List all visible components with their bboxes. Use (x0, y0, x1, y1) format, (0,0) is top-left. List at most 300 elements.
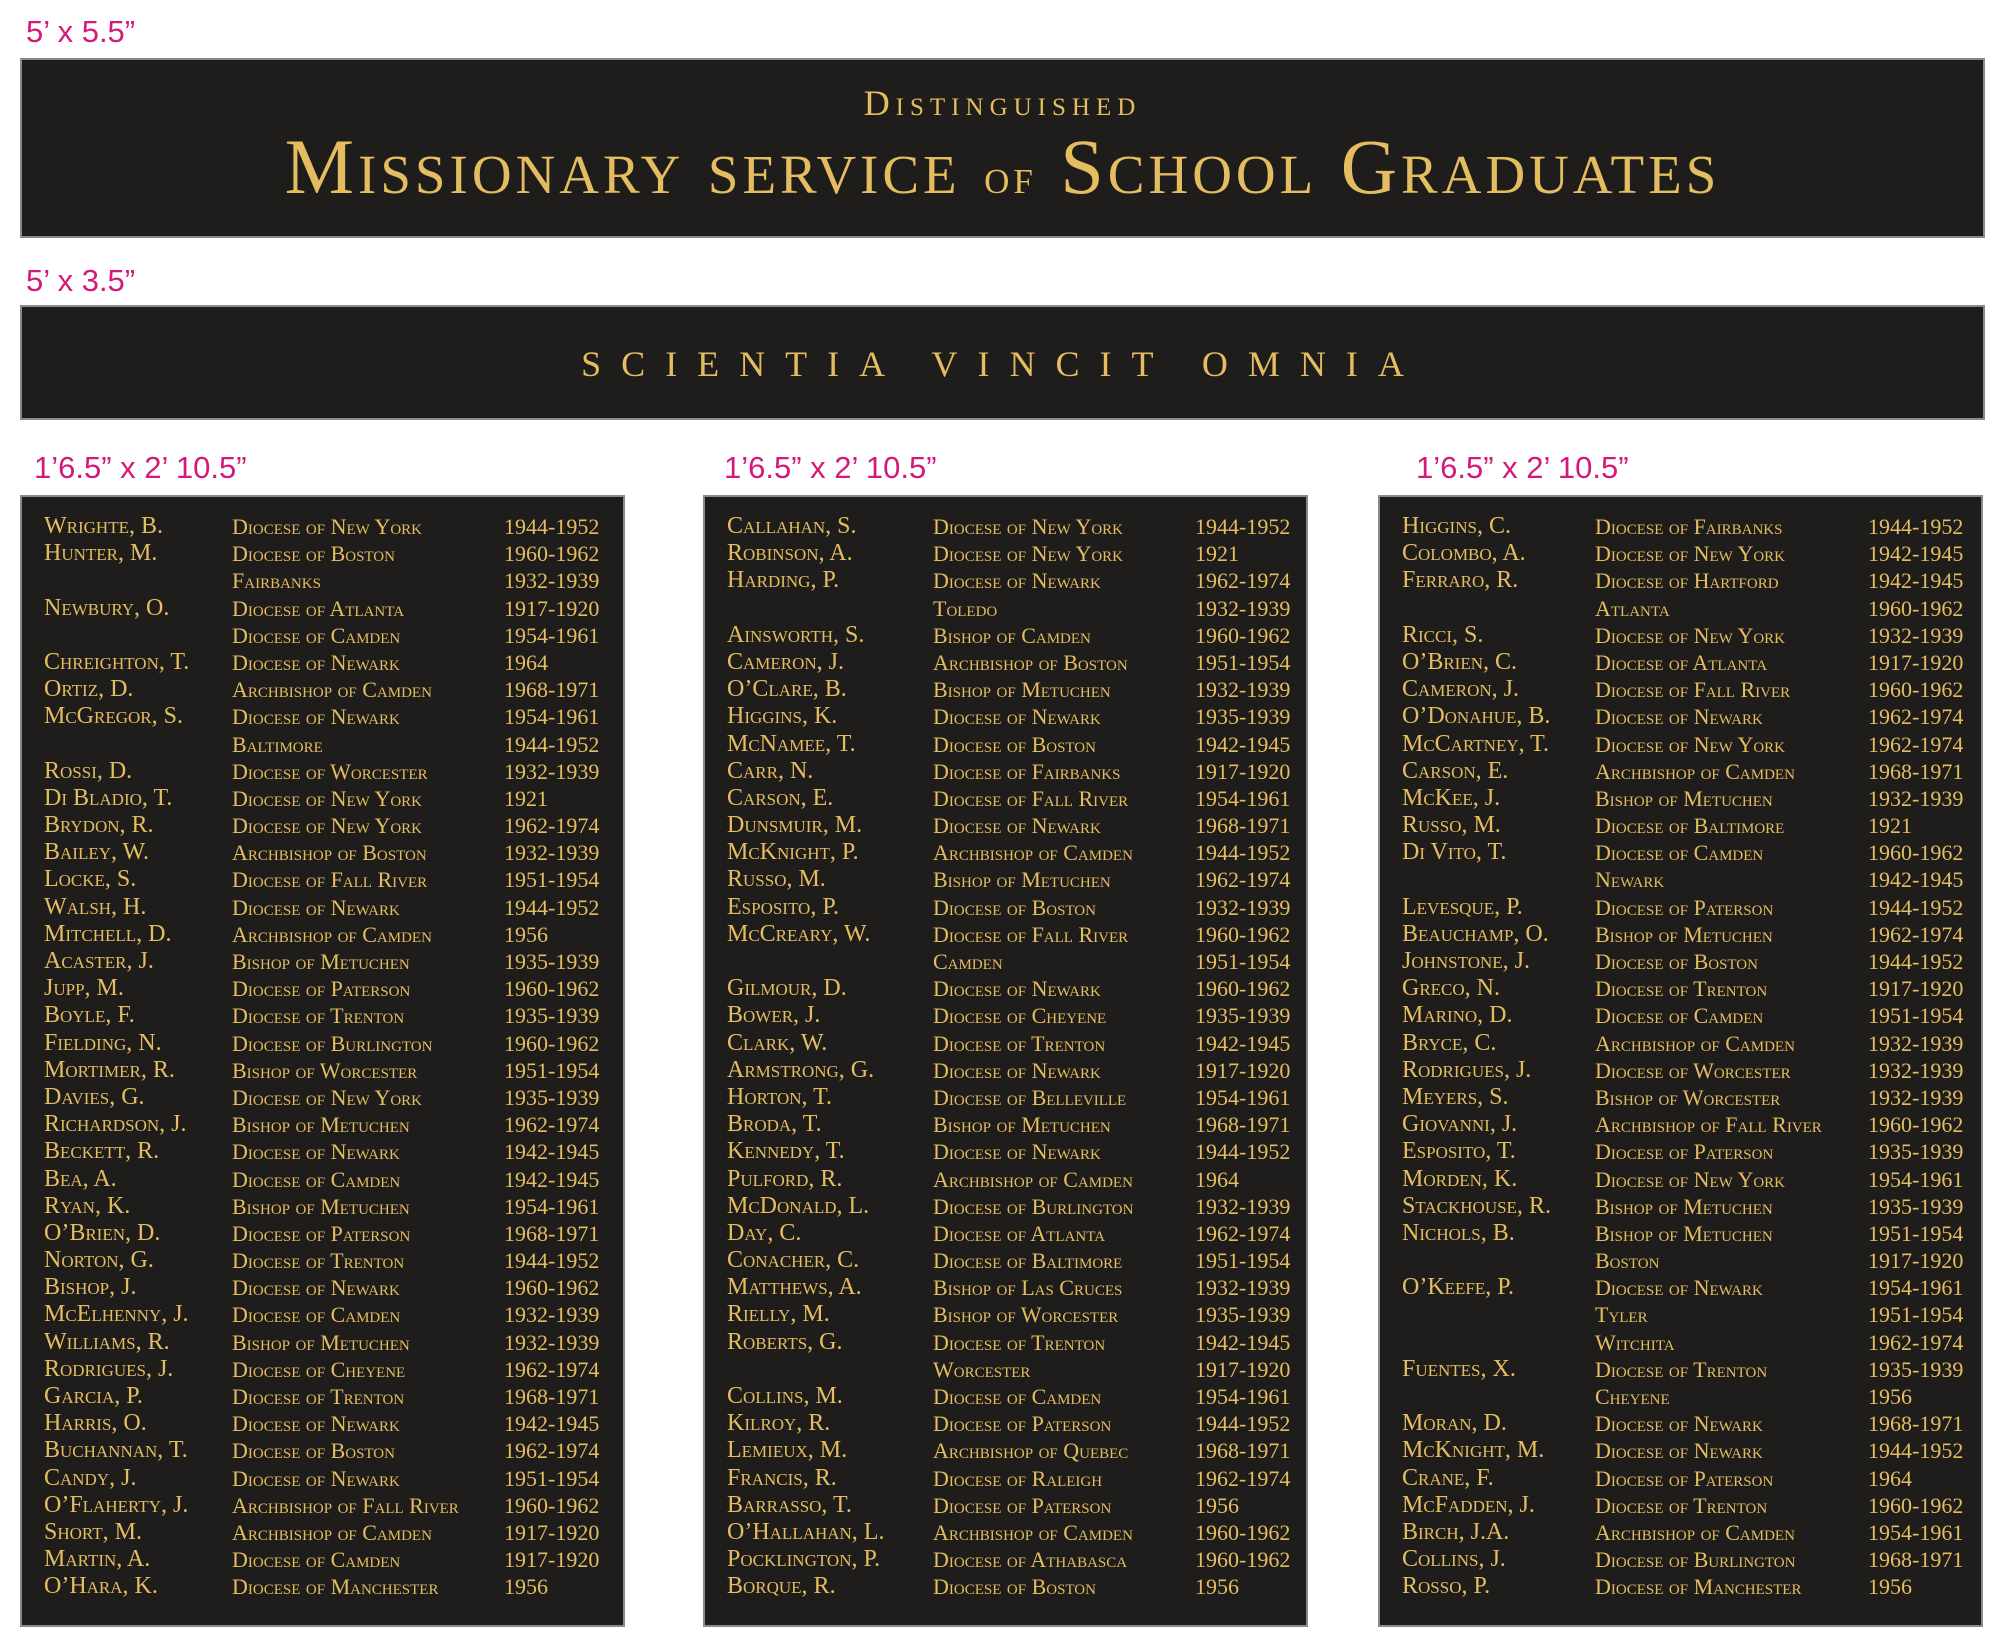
list-item (727, 975, 1298, 1002)
graduate-name: Buchannan, T. (44, 1437, 188, 1464)
graduate-name: Broda, T. (727, 1111, 822, 1138)
service-years: 1935-1939 (1868, 1356, 1964, 1382)
list-item (727, 1546, 1298, 1573)
graduate-name: Cameron, J. (727, 648, 845, 675)
list-item (44, 1356, 615, 1383)
graduate-name: McElhenny, J. (44, 1301, 189, 1328)
service-years: 1944-1952 (1868, 949, 1964, 974)
diocese-name: Diocese of New York (232, 1084, 423, 1110)
list-item (727, 1220, 1298, 1247)
graduate-name: Cameron, J. (1402, 676, 1520, 703)
service-years: 1917-1920 (1195, 1356, 1291, 1382)
diocese-name: Diocese of Trenton (933, 1030, 1106, 1056)
service-years: 1962-1974 (1195, 1220, 1291, 1246)
service-years: 1935-1939 (504, 949, 600, 974)
graduate-name: Carson, E. (727, 784, 834, 811)
graduate-name: Colombo, A. (1402, 540, 1526, 567)
list-item (727, 1002, 1298, 1029)
diocese-name: Cheyene (1595, 1384, 1670, 1409)
list-item (1402, 595, 1973, 622)
diocese-name: Diocese of Trenton (232, 1384, 405, 1409)
list-item (1402, 785, 1973, 812)
diocese-name: Diocese of Boston (933, 1574, 1096, 1600)
service-years: 1962-1974 (1195, 568, 1291, 594)
service-years: 1935-1939 (1195, 704, 1291, 730)
service-years: 1951-1954 (1195, 649, 1291, 675)
service-years: 1960-1962 (1868, 1112, 1964, 1138)
diocese-name: Diocese of Atlanta (933, 1220, 1106, 1246)
list-item (44, 703, 615, 730)
graduate-name: Gilmour, D. (727, 975, 847, 1002)
service-years: 1944-1952 (1195, 1139, 1291, 1165)
service-years: 1954-1961 (504, 704, 600, 730)
graduate-name: Giovanni, J. (1402, 1111, 1518, 1138)
graduate-name: Short, M. (44, 1518, 142, 1545)
panel-1-size-label: 1’6.5” x 2’ 10.5” (724, 450, 937, 485)
service-years: 1960-1962 (1868, 840, 1964, 866)
diocese-name: Diocese of Manchester (232, 1574, 439, 1600)
list-item (727, 595, 1298, 622)
diocese-name: Diocese of Manchester (1595, 1574, 1802, 1600)
diocese-name: Diocese of Newark (1595, 1275, 1763, 1301)
graduate-name: Higgins, K. (727, 703, 838, 730)
list-item (727, 1329, 1298, 1356)
list-item (44, 1465, 615, 1492)
diocese-name: Bishop of Metuchen (933, 867, 1111, 893)
graduate-name: Wrighte, B. (44, 513, 163, 539)
list-item (727, 1465, 1298, 1492)
names-list (44, 513, 615, 1601)
service-years: 1968-1971 (1868, 1547, 1964, 1573)
diocese-name: Diocese of Fairbanks (1595, 514, 1783, 539)
graduate-name: O’Keefe, P. (1402, 1274, 1514, 1301)
service-years: 1951-1954 (1868, 1003, 1964, 1029)
diocese-name: Diocese of Camden (232, 622, 401, 648)
diocese-name: Diocese of Newark (232, 1139, 400, 1165)
list-item (44, 1383, 615, 1410)
diocese-name: Worcester (933, 1356, 1031, 1382)
graduate-name: Williams, R. (44, 1328, 170, 1355)
list-item (1402, 1247, 1973, 1274)
service-years: 1921 (1195, 541, 1239, 567)
graduate-name: Carson, E. (1402, 757, 1509, 784)
graduate-name: Mortimer, R. (44, 1056, 175, 1083)
graduate-name: Greco, N. (1402, 975, 1501, 1002)
service-years: 1932-1939 (1195, 1275, 1291, 1301)
graduate-name: McCartney, T. (1402, 730, 1550, 757)
service-years: 1956 (1868, 1574, 1912, 1600)
list-item (727, 921, 1298, 948)
list-item (727, 1193, 1298, 1220)
graduate-name: Bailey, W. (44, 839, 150, 866)
graduate-name: Chreighton, T. (44, 648, 190, 675)
graduate-name: Callahan, S. (727, 513, 857, 539)
list-item (727, 894, 1298, 921)
graduate-name: Esposito, P. (727, 893, 840, 920)
banner1-size-label: 5’ x 5.5” (26, 14, 136, 49)
graduate-name: Pulford, R. (727, 1165, 843, 1192)
graduate-name: Fielding, N. (44, 1029, 162, 1056)
list-item (1402, 1274, 1973, 1301)
diocese-name: Diocese of Newark (232, 1465, 400, 1491)
service-years: 1954-1961 (1868, 1275, 1964, 1301)
diocese-name: Diocese of Fall River (1595, 677, 1791, 703)
diocese-name: Diocese of Newark (1595, 704, 1763, 730)
diocese-name: Archbishop of Camden (232, 921, 432, 947)
graduate-name: Rodrigues, J. (1402, 1056, 1532, 1083)
diocese-name: Newark (1595, 867, 1665, 893)
diocese-name: Diocese of Paterson (232, 976, 411, 1002)
service-years: 1960-1962 (1195, 976, 1291, 1002)
service-years: 1951-1954 (1195, 949, 1291, 974)
service-years: 1942-1945 (1195, 1030, 1291, 1056)
list-item (44, 1057, 615, 1084)
list-item (1402, 839, 1973, 866)
graduate-name: Rosso, P. (1402, 1573, 1491, 1600)
list-item (1402, 1301, 1973, 1328)
service-years: 1962-1974 (1195, 867, 1291, 893)
service-years: 1932-1939 (1868, 622, 1964, 648)
service-years: 1917-1920 (1868, 976, 1964, 1002)
list-item (727, 1166, 1298, 1193)
diocese-name: Diocese of Newark (232, 1275, 400, 1301)
diocese-name: Diocese of Fall River (933, 921, 1129, 947)
service-years: 1932-1939 (504, 568, 600, 594)
list-item (44, 649, 615, 676)
list-item (727, 1410, 1298, 1437)
graduate-name: Dunsmuir, M. (727, 812, 863, 839)
graduate-name: Ricci, S. (1402, 621, 1484, 648)
service-years: 1956 (1195, 1574, 1239, 1600)
graduate-name: Higgins, C. (1402, 513, 1511, 539)
service-years: 1944-1952 (1195, 1411, 1291, 1437)
graduate-name: Brydon, R. (44, 812, 154, 839)
list-item (727, 513, 1298, 540)
list-item (44, 839, 615, 866)
list-item (1402, 1546, 1973, 1573)
graduate-name: Mitchell, D. (44, 920, 172, 947)
service-years: 1932-1939 (1195, 677, 1291, 703)
service-years: 1960-1962 (504, 1030, 600, 1056)
list-item (1402, 676, 1973, 703)
graduate-name: Russo, M. (1402, 812, 1501, 839)
title-main-line (22, 122, 1983, 212)
diocese-name: Diocese of Newark (933, 976, 1101, 1002)
service-years: 1942-1945 (504, 1411, 600, 1437)
graduate-name: Ainsworth, S. (727, 621, 865, 648)
diocese-name: Bishop of Metuchen (1595, 1193, 1773, 1219)
list-item (1402, 812, 1973, 839)
service-years: 1954-1961 (504, 1193, 600, 1219)
diocese-name: Bishop of Worcester (232, 1057, 418, 1083)
list-item (1402, 540, 1973, 567)
diocese-name: Diocese of Paterson (933, 1411, 1112, 1437)
diocese-name: Diocese of Belleville (933, 1084, 1127, 1110)
graduate-name: Collins, M. (727, 1383, 843, 1409)
diocese-name: Bishop of Worcester (1595, 1084, 1781, 1110)
diocese-name: Archbishop of Camden (232, 677, 432, 703)
graduate-name: Birch, J.A. (1402, 1518, 1510, 1545)
service-years: 1935-1939 (504, 1003, 600, 1029)
diocese-name: Diocese of Newark (232, 894, 400, 920)
list-item (1402, 1465, 1973, 1492)
service-years: 1962-1974 (504, 813, 600, 839)
service-years: 1962-1974 (1868, 704, 1964, 730)
list-item (727, 1437, 1298, 1464)
list-item (727, 1573, 1298, 1600)
graduate-name: Francis, R. (727, 1464, 837, 1491)
list-item (1402, 1383, 1973, 1410)
list-item (1402, 1492, 1973, 1519)
list-item (1402, 1329, 1973, 1356)
diocese-name: Diocese of Paterson (1595, 1139, 1774, 1165)
list-item (44, 1410, 615, 1437)
diocese-name: Archbishop of Camden (933, 1166, 1133, 1192)
service-years: 1951-1954 (1195, 1248, 1291, 1274)
diocese-name: Diocese of Paterson (232, 1220, 411, 1246)
service-years: 1942-1945 (504, 1166, 600, 1192)
panel-2-size-label: 1’6.5” x 2’ 10.5” (1416, 450, 1629, 485)
graduate-name: Acaster, J. (44, 948, 154, 974)
list-item (727, 1247, 1298, 1274)
graduate-name: Horton, T. (727, 1083, 833, 1110)
service-years: 1960-1962 (1195, 1519, 1291, 1545)
list-item (727, 785, 1298, 812)
list-item (44, 1301, 615, 1328)
title-main-right: School Graduates (1060, 123, 1721, 210)
service-years: 1944-1952 (1868, 1438, 1964, 1464)
graduate-name: McDonald, L. (727, 1192, 870, 1219)
service-years: 1932-1939 (1868, 1084, 1964, 1110)
service-years: 1917-1920 (1195, 1057, 1291, 1083)
list-item (44, 1138, 615, 1165)
service-years: 1960-1962 (504, 1275, 600, 1301)
panel-0-size-label: 1’6.5” x 2’ 10.5” (34, 450, 247, 485)
diocese-name: Bishop of Metuchen (232, 1329, 410, 1355)
service-years: 1960-1962 (504, 541, 600, 567)
graduate-name: Nichols, B. (1402, 1219, 1515, 1246)
diocese-name: Diocese of Cheyene (232, 1356, 406, 1382)
list-item (44, 758, 615, 785)
diocese-name: Diocese of Camden (232, 1547, 401, 1573)
service-years: 1944-1952 (1868, 894, 1964, 920)
service-years: 1935-1939 (504, 1084, 600, 1110)
graduate-name: Harris, O. (44, 1410, 147, 1437)
service-years: 1951-1954 (1868, 1220, 1964, 1246)
diocese-name: Diocese of Trenton (1595, 1356, 1768, 1382)
graduate-name: Ferraro, R. (1402, 567, 1519, 594)
list-item (1402, 894, 1973, 921)
diocese-name: Diocese of Paterson (933, 1492, 1112, 1518)
list-item (1402, 703, 1973, 730)
service-years: 1932-1939 (504, 840, 600, 866)
list-item (44, 1274, 615, 1301)
list-item (44, 948, 615, 975)
list-item (1402, 758, 1973, 785)
diocese-name: Diocese of Newark (232, 704, 400, 730)
graduate-name: Clark, W. (727, 1029, 828, 1056)
diocese-name: Diocese of Newark (933, 1139, 1101, 1165)
graduate-name: Morden, K. (1402, 1165, 1518, 1192)
service-years: 1962-1974 (1868, 921, 1964, 947)
service-years: 1954-1961 (1195, 785, 1291, 811)
service-years: 1932-1939 (1195, 1193, 1291, 1219)
diocese-name: Boston (1595, 1248, 1660, 1274)
list-item (1402, 1138, 1973, 1165)
diocese-name: Diocese of Newark (232, 1411, 400, 1437)
graduate-name: Collins, J. (1402, 1546, 1506, 1573)
diocese-name: Diocese of Boston (232, 541, 395, 567)
service-years: 1921 (504, 785, 548, 811)
diocese-name: Diocese of Newark (933, 813, 1101, 839)
service-years: 1962-1974 (1868, 731, 1964, 757)
list-item (727, 676, 1298, 703)
service-years: 1960-1962 (1195, 622, 1291, 648)
service-years: 1962-1974 (1195, 1465, 1291, 1491)
graduate-name: Kennedy, T. (727, 1138, 845, 1165)
diocese-name: Toledo (933, 595, 998, 621)
diocese-name: Archbishop of Fall River (1595, 1112, 1822, 1138)
list-item (727, 731, 1298, 758)
service-years: 1964 (504, 649, 548, 675)
diocese-name: Diocese of New York (933, 514, 1124, 539)
service-years: 1942-1945 (1868, 568, 1964, 594)
diocese-name: Bishop of Metuchen (933, 1112, 1111, 1138)
graduate-name: Russo, M. (727, 866, 826, 893)
service-years: 1932-1939 (1868, 1057, 1964, 1083)
graduate-name: Fuentes, X. (1402, 1355, 1516, 1382)
graduate-name: McFadden, J. (1402, 1491, 1535, 1518)
diocese-name: Diocese of Boston (232, 1438, 395, 1464)
list-item (44, 1247, 615, 1274)
graduate-name: Di Vito, T. (1402, 839, 1507, 866)
graduate-name: Marino, D. (1402, 1002, 1513, 1029)
graduate-name: Bishop, J. (44, 1274, 137, 1301)
diocese-name: Bishop of Las Cruces (933, 1275, 1123, 1301)
diocese-name: Diocese of Fairbanks (933, 758, 1121, 784)
list-item (727, 1138, 1298, 1165)
diocese-name: Diocese of Newark (232, 649, 400, 675)
list-item (44, 1166, 615, 1193)
list-item (1402, 1166, 1973, 1193)
service-years: 1932-1939 (1868, 1030, 1964, 1056)
list-item (44, 1519, 615, 1546)
diocese-name: Archbishop of Camden (1595, 1519, 1795, 1545)
service-years: 1962-1974 (504, 1356, 600, 1382)
service-years: 1960-1962 (504, 1492, 600, 1518)
list-item (1402, 1220, 1973, 1247)
list-item (44, 1220, 615, 1247)
list-item (1402, 1519, 1973, 1546)
list-item (44, 1492, 615, 1519)
list-item (1402, 1084, 1973, 1111)
service-years: 1954-1961 (504, 622, 600, 648)
graduate-name: Crane, F. (1402, 1464, 1494, 1491)
service-years: 1932-1939 (504, 1329, 600, 1355)
diocese-name: Diocese of Newark (933, 1057, 1101, 1083)
list-item (1402, 1002, 1973, 1029)
graduate-name: Esposito, T. (1402, 1138, 1516, 1165)
graduate-name: O’Flaherty, J. (44, 1491, 189, 1518)
service-years: 1935-1939 (1868, 1193, 1964, 1219)
diocese-name: Diocese of New York (1595, 1166, 1786, 1192)
list-item (44, 1002, 615, 1029)
list-item (44, 595, 615, 622)
diocese-name: Diocese of Camden (232, 1166, 401, 1192)
service-years: 1935-1939 (1868, 1139, 1964, 1165)
service-years: 1932-1939 (1868, 785, 1964, 811)
list-item (1402, 1410, 1973, 1437)
graduate-name: McKnight, M. (1402, 1437, 1545, 1464)
service-years: 1962-1974 (504, 1112, 600, 1138)
diocese-name: Diocese of Trenton (232, 1248, 405, 1274)
graduate-name: Kilroy, R. (727, 1410, 831, 1437)
list-item (1402, 921, 1973, 948)
graduate-name: McKee, J. (1402, 784, 1501, 811)
graduate-name: Borque, R. (727, 1573, 836, 1600)
service-years: 1951-1954 (504, 1057, 600, 1083)
list-item (1402, 1030, 1973, 1057)
diocese-name: Diocese of Cheyene (933, 1003, 1107, 1029)
graduate-name: Moran, D. (1402, 1410, 1507, 1437)
diocese-name: Diocese of Fall River (933, 785, 1129, 811)
diocese-name: Diocese of Paterson (1595, 1465, 1774, 1491)
list-item (44, 1573, 615, 1600)
list-item (727, 649, 1298, 676)
graduate-name: Pocklington, P. (727, 1546, 881, 1573)
service-years: 1944-1952 (1195, 840, 1291, 866)
service-years: 1917-1920 (504, 1519, 600, 1545)
graduate-name: Johnstone, J. (1402, 948, 1530, 974)
diocese-name: Bishop of Metuchen (1595, 1220, 1773, 1246)
graduate-name: Richardson, J. (44, 1111, 187, 1138)
service-years: 1944-1952 (1195, 514, 1291, 539)
diocese-name: Tyler (1595, 1302, 1648, 1328)
service-years: 1968-1971 (1868, 1411, 1964, 1437)
graduate-name: O’Brien, C. (1402, 648, 1518, 675)
service-years: 1942-1945 (1868, 541, 1964, 567)
list-item (44, 1111, 615, 1138)
service-years: 1917-1920 (1868, 1248, 1964, 1274)
diocese-name: Diocese of Athabasca (933, 1547, 1128, 1573)
service-years: 1944-1952 (504, 1248, 600, 1274)
diocese-name: Diocese of New York (933, 541, 1124, 567)
list-item (1402, 1057, 1973, 1084)
list-item (44, 676, 615, 703)
list-item (44, 1084, 615, 1111)
list-item (1402, 567, 1973, 594)
diocese-name: Baltimore (232, 731, 323, 757)
diocese-name: Diocese of Atlanta (1595, 649, 1768, 675)
diocese-name: Diocese of Burlington (933, 1193, 1134, 1219)
names-plaque-right (1378, 495, 1983, 1627)
diocese-name: Archbishop of Camden (1595, 1030, 1795, 1056)
diocese-name: Diocese of Camden (1595, 1003, 1764, 1029)
graduate-name: Beauchamp, O. (1402, 920, 1549, 947)
diocese-name: Diocese of Burlington (1595, 1547, 1796, 1573)
diocese-name: Archbishop of Fall River (232, 1492, 459, 1518)
diocese-name: Diocese of Boston (933, 894, 1096, 920)
list-item (1402, 1437, 1973, 1464)
service-years: 1954-1961 (1868, 1519, 1964, 1545)
diocese-name: Diocese of New York (232, 514, 423, 539)
list-item (727, 540, 1298, 567)
list-item (727, 1274, 1298, 1301)
motto-text: SCIENTIA VINCIT OMNIA (581, 344, 1424, 384)
graduate-name: O’Hallahan, L. (727, 1518, 885, 1545)
service-years: 1968-1971 (1195, 1112, 1291, 1138)
diocese-name: Bishop of Metuchen (232, 1193, 410, 1219)
